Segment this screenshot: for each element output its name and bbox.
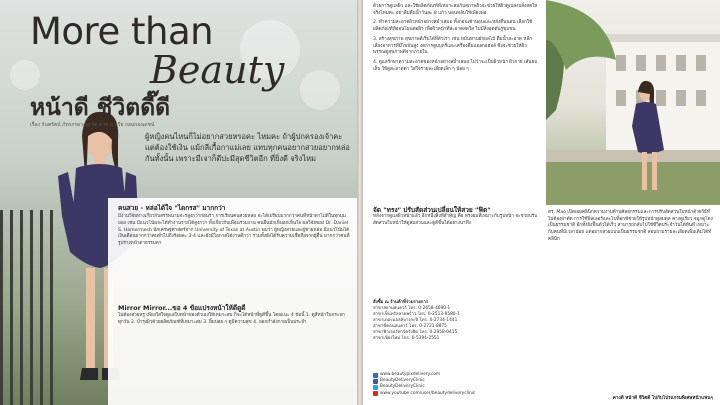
store-item: สาขาฟิวเจอร์พาร์ครังสิต โทร. 0-2958-0415 <box>373 330 458 335</box>
building-photo-right <box>546 0 720 205</box>
hairstyle-paragraph: หลังจากดูแลผิวหน้าแล้ว อีกหนึ่งสิ่งที่สำคัญ คือ ทรงผมที่เหมาะกับรูปหน้า จะช่วยปรับสัดส่วนใบหน้าให้ดูสมส่วนและดูดีขึ้นได้อย่างน่าทึ่ง <box>373 214 538 226</box>
twitter-icon <box>373 385 378 390</box>
store-item: สาขาซีคอนสแควร์ โทร. 0-2721-8875 <box>373 324 447 329</box>
section-heading-hairstyle: จัด "ทรง" ปรับสัดส่วนเปลี่ยนให้สวย "ฟิต" <box>373 206 491 214</box>
section-heading-2: Mirror Mirror...ขอ 4 ข้อแปรงหน้าให้ดีดูดี <box>118 304 246 312</box>
title-thai: หน้าดี ชีวิตดี๊ดี <box>30 95 171 121</box>
section-heading-1: คนสวย - หล่อได้ใจ "ไดกรส" มากกว่า <box>118 204 226 212</box>
section-body-1: มีงานวิจัยทางเกี่ยวกับสรรพนามจะรสูงกว่าก่อนร่า การเรียนคนสวยหล่อ จะได้เปรียบมากกว่าคนที่หน้าตาไม่ดีในทุกมุมมอง เช่น มีแนวโน้มจะได้ทำงานรายได้สูงกว่า ทั้งเกี่ยวกับเพื่อนร่วมงาน คนอื่นมักเห็นอกเห็นใจ ผลวิจัยของ Dr. Daniel S. Hamermesh นักเศรษฐศาสตร์จาก University of Texas at Austin พบว่า ผู้หญิงสวยและผู้ชายหล่อ มีแนวโน้มได้เงินเดือนมากกว่าคนทั่วไปถึงร้อยละ 3-4 และยังมีโอกาสได้งานดีกว่า รวมทั้งยังได้รับความเชื่อถือจากผู้อื่น มากกว่าคนที่รูปร่างหน้าตาธรรมดา <box>118 214 350 247</box>
col1-intro: ด้วยการดูแลผิว และใช้ผลิตภัณฑ์ที่เหมาะสมกับสภาพผิวจะช่วยให้ผิวดูเปล่งปลั่งสดใส จริงไหมคะ อย่าลืมดื่มน้ำวันละ 8 แก้ว นอนหลับให้เพียงพอ <box>373 4 538 16</box>
right-column-1 <box>373 4 538 76</box>
store-item: สาขาสยามสแควร์ โทร. 0-2658-4690-1 <box>373 306 451 311</box>
social-link-web[interactable]: www.beautypixdelivery.com <box>373 372 541 378</box>
store-item: สาขาเซ็นทรัลลาดพร้าว โทร. 0-2513-9580-1 <box>373 312 460 317</box>
social-links <box>373 372 541 397</box>
store-list <box>373 300 541 342</box>
building-and-model-illustration <box>546 0 720 205</box>
col1-item-2: 2. ทำความสะอาดผิวหน้าอย่างสม่ำเสมอ ทั้งก่อนเข้านอนและหลังตื่นนอน เลือกใช้ผลิตภัณฑ์ที่อ่อนโยนต่อผิว เพื่อผิวหน้าที่สะอาดสดใส ไม่มีสิ่งอุดตันรูขุมขน <box>373 20 533 33</box>
right-column-2: ดร. Mao เปิดเผยคลินิกความงามด้านศัลยกรรมและการปรับสัดส่วนใบหน้าด้วยวิธีที่ไม่ต้องผ่าตัด การใช้ฟิลเลอร์และโบท็อกซ์ช่วยให้รูปหน้าดูสมดุล คางดูเรียว จมูกดูโด่งเป็นธรรมชาติ อีกทั้งยังฟื้นตัวได้เร็ว สามารถกลับไปใช้ชีวิตประจำวันได้ทันที เหมาะกับคนที่มีเวลาน้อย แต่อยากสวยแบบเป็นธรรมชาติ สอบถามรายละเอียดเพิ่มเติมได้ที่คลินิก <box>548 210 713 242</box>
store-item: สาขาเดอะมอลล์บางกะปิ โทร. 0-2734-1441 <box>373 318 458 323</box>
social-link-facebook[interactable]: BeautyDeliveryClinic <box>373 378 541 384</box>
col1-item-4: 4. ดูแลรักษาความสะอาดของหน้าอย่างสม่ำเสมอ ไม่ว่าจะเป็นผิวหน้า ผิวกาย เส้นผม เล็บ ให้ดูสะอาดตา ใส่ใจรายละเอียดเล็ก ๆ น้อย ๆ <box>373 59 538 72</box>
title-beauty: Beauty <box>150 48 285 92</box>
col1-item-3: 3. สร้างสุขภาพ สุขภาพดีเริ่มได้ที่ตัวเรา เช่น หมั่นทานผักผลไม้ ดื่มน้ำสะอาด หลีกเลี่ยงอาหารที่มีไขมันสูง งดการสูบบุหรี่และเครื่องดื่มแอลกอฮอล์ ซึ่งจะช่วยให้ผิวพรรณดูสุขภาพดีจากภายใน <box>373 36 532 56</box>
closing-line: คางดี หน้าดี ชีวิตดี ไปกับโปรแกรมพิเศษหน้าแฟนๆ <box>612 396 713 401</box>
intro-paragraph: ผู้หญิงคนไหนก็ไม่อยากสวยหรอคะ ไหมคะ ถ้าผู้ปกครองเจ้าคะ แต่ต้องใช้เงิน แม้กลีเกื้อกาแม่เลย แทบทุกคนอยากสวยอยากหล่อกันทั้งนั้น เพราะมีเจาก็ดีปะมีสุดชีวิตอีก ที่ยิ่งดี จริงไหม <box>145 132 350 163</box>
left-page <box>0 0 357 405</box>
store-item: สาขาเชียงใหม่ โทร. 0-5394-2551 <box>373 336 440 341</box>
facebook-icon <box>373 379 378 384</box>
youtube-icon <box>373 391 378 396</box>
social-link-youtube[interactable]: www.youtube.com/user/beautydeliveryclinic <box>373 391 541 397</box>
article-credit: เรื่อง กันตรัตน์ ภัทรกรดวงพรรัต ภาพ ดาเรีย กอบกองเดชน์ <box>30 122 155 128</box>
social-link-twitter[interactable]: BeautyDeliveryClinic <box>373 384 541 390</box>
store-list-title: สั่งซื้อ ณ ร้านค้าที่ร่วมรายการ <box>373 300 429 305</box>
right-page <box>363 0 720 405</box>
section-body-2: ไม่ต้องสวยหรู เพียงใส่ใจดูแลใบหน้าของตัวเองให้เหมาะสม ก็จะได้หน้าที่ดูดีขึ้น โดยแนะ 4 ข้อนี้ 1. ดูสีหน้าในกระจกทุกวัน 2. บำรุงผิวด้วยผลิตภัณฑ์ที่เหมาะสม 3. ยิ้มบ่อย ๆ ดูมีความสุข 4. ออกกำลังกายเป็นประจำ <box>118 313 345 325</box>
title-more-than: More than <box>30 10 214 53</box>
web-icon <box>373 373 378 378</box>
